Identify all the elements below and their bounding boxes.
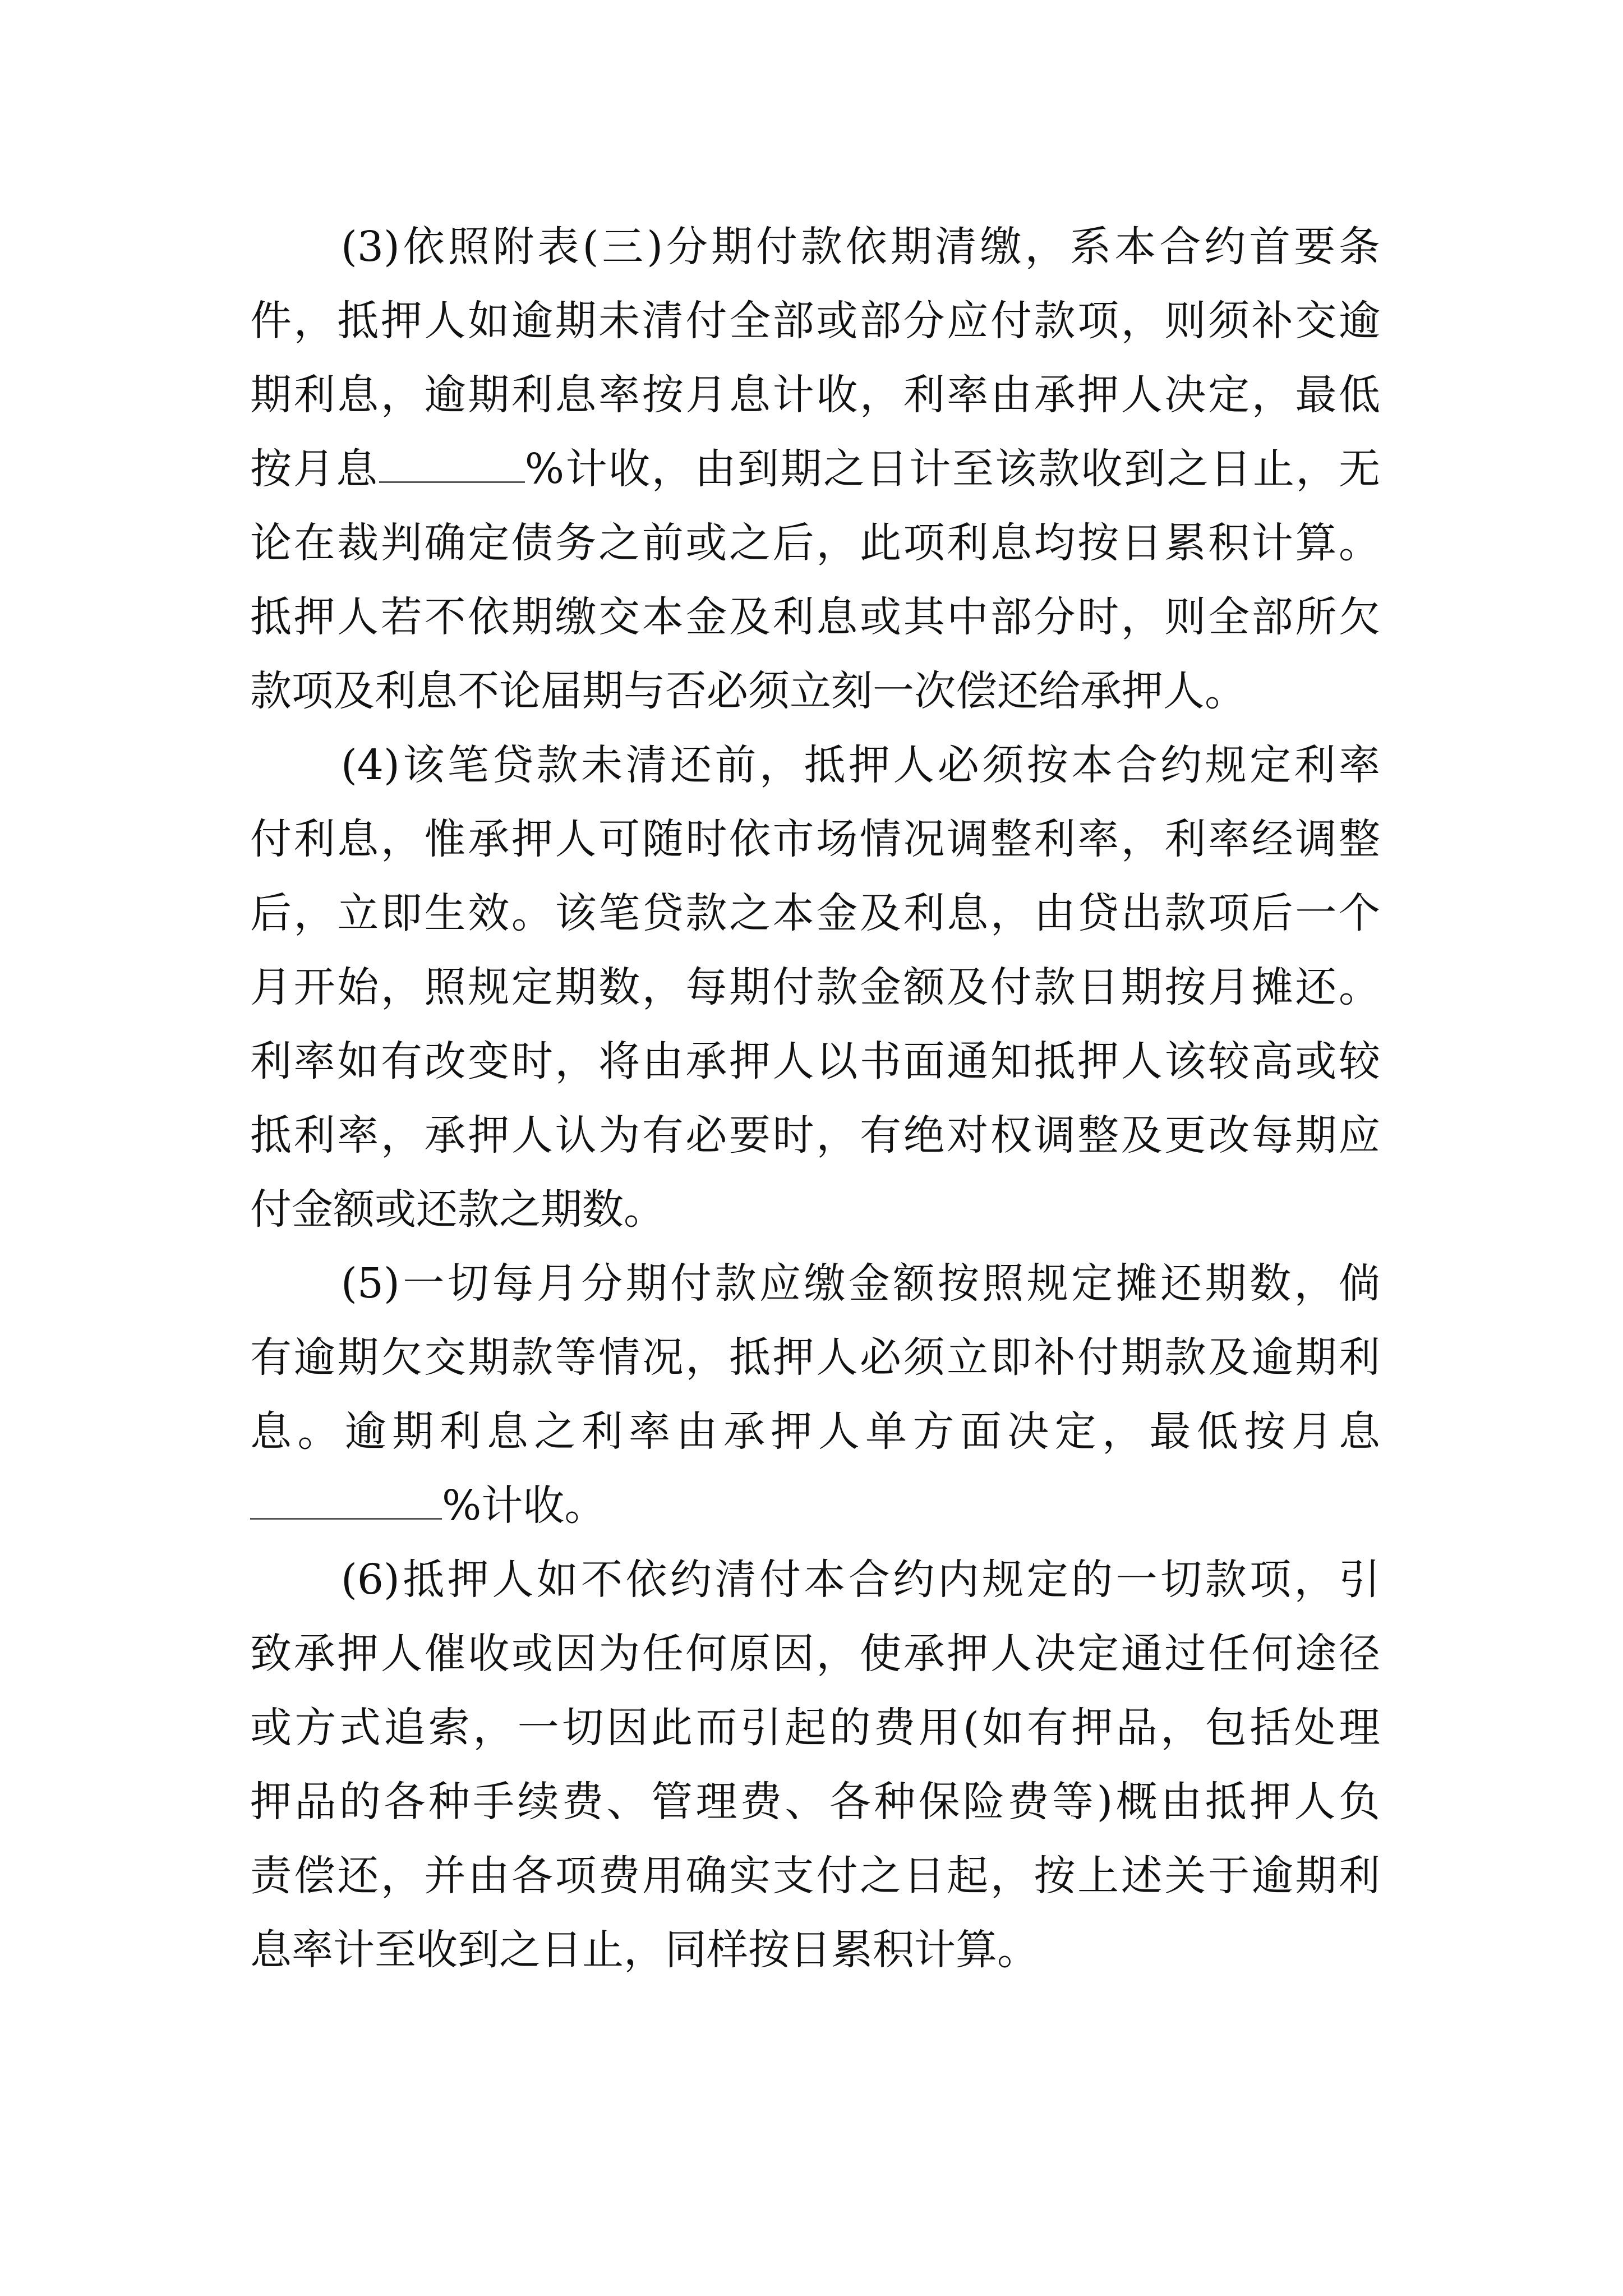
clause-6-line-4: 押品的各种手续费、管理费、各种保险费等)概由抵押人负 <box>250 1778 1380 1826</box>
clause-4-line-7: 付金额或还款之期数。 <box>250 1185 665 1234</box>
clause-5-line-1: (5)一切每月分期付款应缴金额按照规定摊还期数，倘 <box>341 1259 1380 1308</box>
monthly-rate-blank-2 <box>250 1472 442 1520</box>
clause-3-line-4-after: %计收，由到期之日计至该款收到之日止，无 <box>524 445 1381 493</box>
clause-3-line-7: 款项及利息不论届期与否必须立刻一次偿还给承押人。 <box>250 667 1246 715</box>
clause-3-line-2: 件，抵押人如逾期未清付全部或部分应付款项，则须补交逾 <box>250 297 1380 345</box>
clause-4-line-6: 抵利率，承押人认为有必要时，有绝对权调整及更改每期应 <box>250 1111 1380 1159</box>
clause-4-line-3: 后，立即生效。该笔贷款之本金及利息，由贷出款项后一个 <box>250 889 1380 937</box>
clause-5-line-2: 有逾期欠交期款等情况，抵押人必须立即补付期款及逾期利 <box>250 1333 1380 1382</box>
clause-4-line-1: (4)该笔贷款未清还前，抵押人必须按本合约规定利率 <box>341 741 1380 789</box>
clause-4-line-5: 利率如有改变时，将由承押人以书面通知抵押人该较高或较 <box>250 1037 1380 1085</box>
clause-5-line-4-after: %计收。 <box>442 1481 606 1530</box>
monthly-rate-blank <box>379 435 525 483</box>
clause-3-line-5: 论在裁判确定债务之前或之后，此项利息均按日累积计算。 <box>250 519 1380 567</box>
clause-3-line-4 <box>250 435 1380 503</box>
clause-4-line-4: 月开始，照规定期数，每期付款金额及付款日期按月摊还。 <box>250 963 1380 1011</box>
clause-6-line-1: (6)抵押人如不依约清付本合约内规定的一切款项，引 <box>341 1556 1380 1604</box>
clause-3-line-4-before: 按月息 <box>250 445 379 493</box>
clause-6-line-6: 息率计至收到之日止，同样按日累积计算。 <box>250 1926 1039 1974</box>
clause-3-line-1: (3)依照附表(三)分期付款依期清缴，系本合约首要条 <box>341 223 1380 271</box>
clause-6-line-5: 责偿还，并由各项费用确实支付之日起，按上述关于逾期利 <box>250 1852 1380 1900</box>
clause-6-line-2: 致承押人催收或因为任何原因，使承押人决定通过任何途径 <box>250 1630 1380 1678</box>
clause-5-line-3: 息。逾期利息之利率由承押人单方面决定，最低按月息 <box>250 1407 1380 1456</box>
clause-3-line-6: 抵押人若不依期缴交本金及利息或其中部分时，则全部所欠 <box>250 593 1380 641</box>
clause-4-line-2: 付利息，惟承押人可随时依市场情况调整利率，利率经调整 <box>250 815 1380 863</box>
clause-5-line-4 <box>250 1472 1380 1539</box>
clause-3-line-3: 期利息，逾期利息率按月息计收，利率由承押人决定，最低 <box>250 371 1380 419</box>
clause-6-line-3: 或方式追索，一切因此而引起的费用(如有押品，包括处理 <box>250 1704 1380 1752</box>
